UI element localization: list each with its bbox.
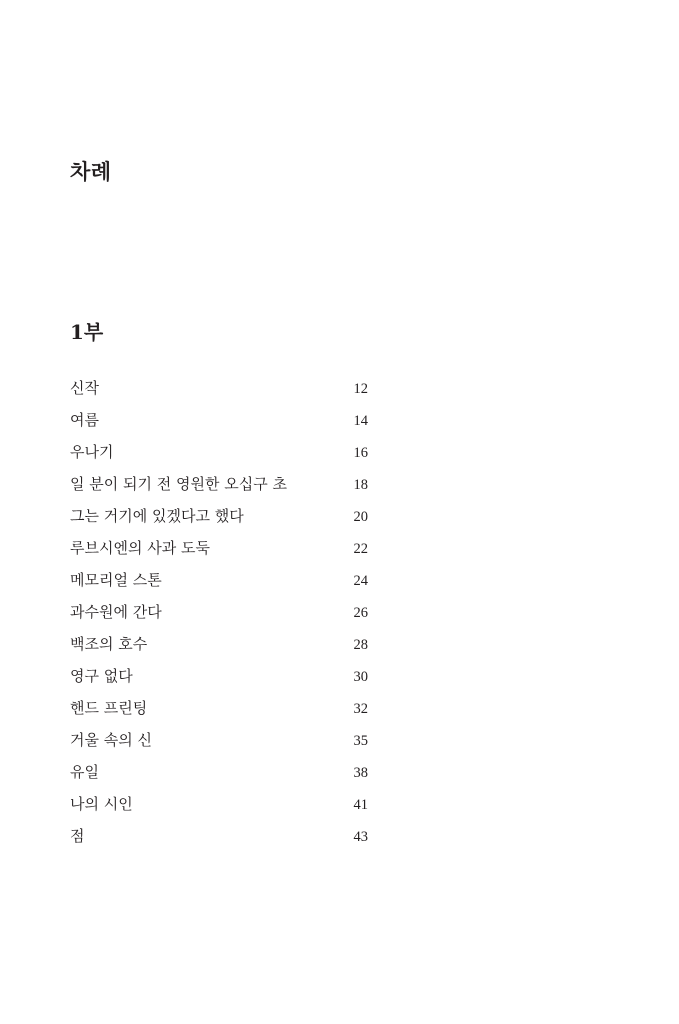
toc-entry-page: 16 [353, 445, 368, 461]
toc-entry-page: 41 [353, 797, 368, 813]
toc-entry-title: 여름 [70, 411, 99, 429]
toc-entry [70, 824, 368, 856]
toc-entry-page: 14 [353, 413, 368, 429]
part-title: 1부 [70, 320, 104, 344]
toc-entry-title: 영구 없다 [70, 667, 133, 685]
toc-entry-page: 24 [353, 573, 368, 589]
toc-entry-title: 신작 [70, 379, 99, 397]
toc-entry-page: 30 [353, 669, 368, 685]
toc-entry-title: 핸드 프린팅 [70, 699, 148, 717]
toc-entry [70, 376, 368, 408]
toc-entry-page: 28 [353, 637, 368, 653]
toc-list [70, 376, 368, 856]
toc-entry [70, 728, 368, 760]
toc-entry-page: 18 [353, 477, 368, 493]
toc-entry-title: 나의 시인 [70, 795, 133, 813]
toc-entry-title: 점 [70, 827, 85, 845]
toc-entry [70, 696, 368, 728]
toc-entry-page: 20 [353, 509, 368, 525]
toc-entry-title: 과수원에 간다 [70, 603, 162, 621]
toc-entry [70, 760, 368, 792]
toc-entry [70, 504, 368, 536]
toc-entry-page: 22 [353, 541, 368, 557]
toc-entry-page: 43 [353, 829, 368, 845]
toc-entry-title: 거울 속의 신 [70, 731, 152, 749]
toc-entry-page: 26 [353, 605, 368, 621]
toc-entry-page: 35 [353, 733, 368, 749]
toc-entry-title: 그는 거기에 있겠다고 했다 [70, 507, 244, 525]
toc-entry [70, 440, 368, 472]
toc-entry [70, 664, 368, 696]
toc-entry-page: 12 [353, 381, 368, 397]
page-title: 차례 [70, 159, 112, 184]
toc-entry-title: 메모리얼 스톤 [70, 571, 162, 589]
toc-entry [70, 632, 368, 664]
toc-entry [70, 792, 368, 824]
toc-entry-title: 루브시엔의 사과 도둑 [70, 539, 210, 557]
toc-entry-page: 32 [353, 701, 368, 717]
toc-entry-page: 38 [353, 765, 368, 781]
toc-entry-title: 일 분이 되기 전 영원한 오십구 초 [70, 475, 287, 493]
toc-entry [70, 472, 368, 504]
toc-entry [70, 600, 368, 632]
toc-entry [70, 536, 368, 568]
toc-entry-title: 유일 [70, 763, 99, 781]
toc-entry [70, 408, 368, 440]
toc-entry-title: 백조의 호수 [70, 635, 148, 653]
toc-entry [70, 568, 368, 600]
toc-entry-title: 우나기 [70, 443, 114, 461]
